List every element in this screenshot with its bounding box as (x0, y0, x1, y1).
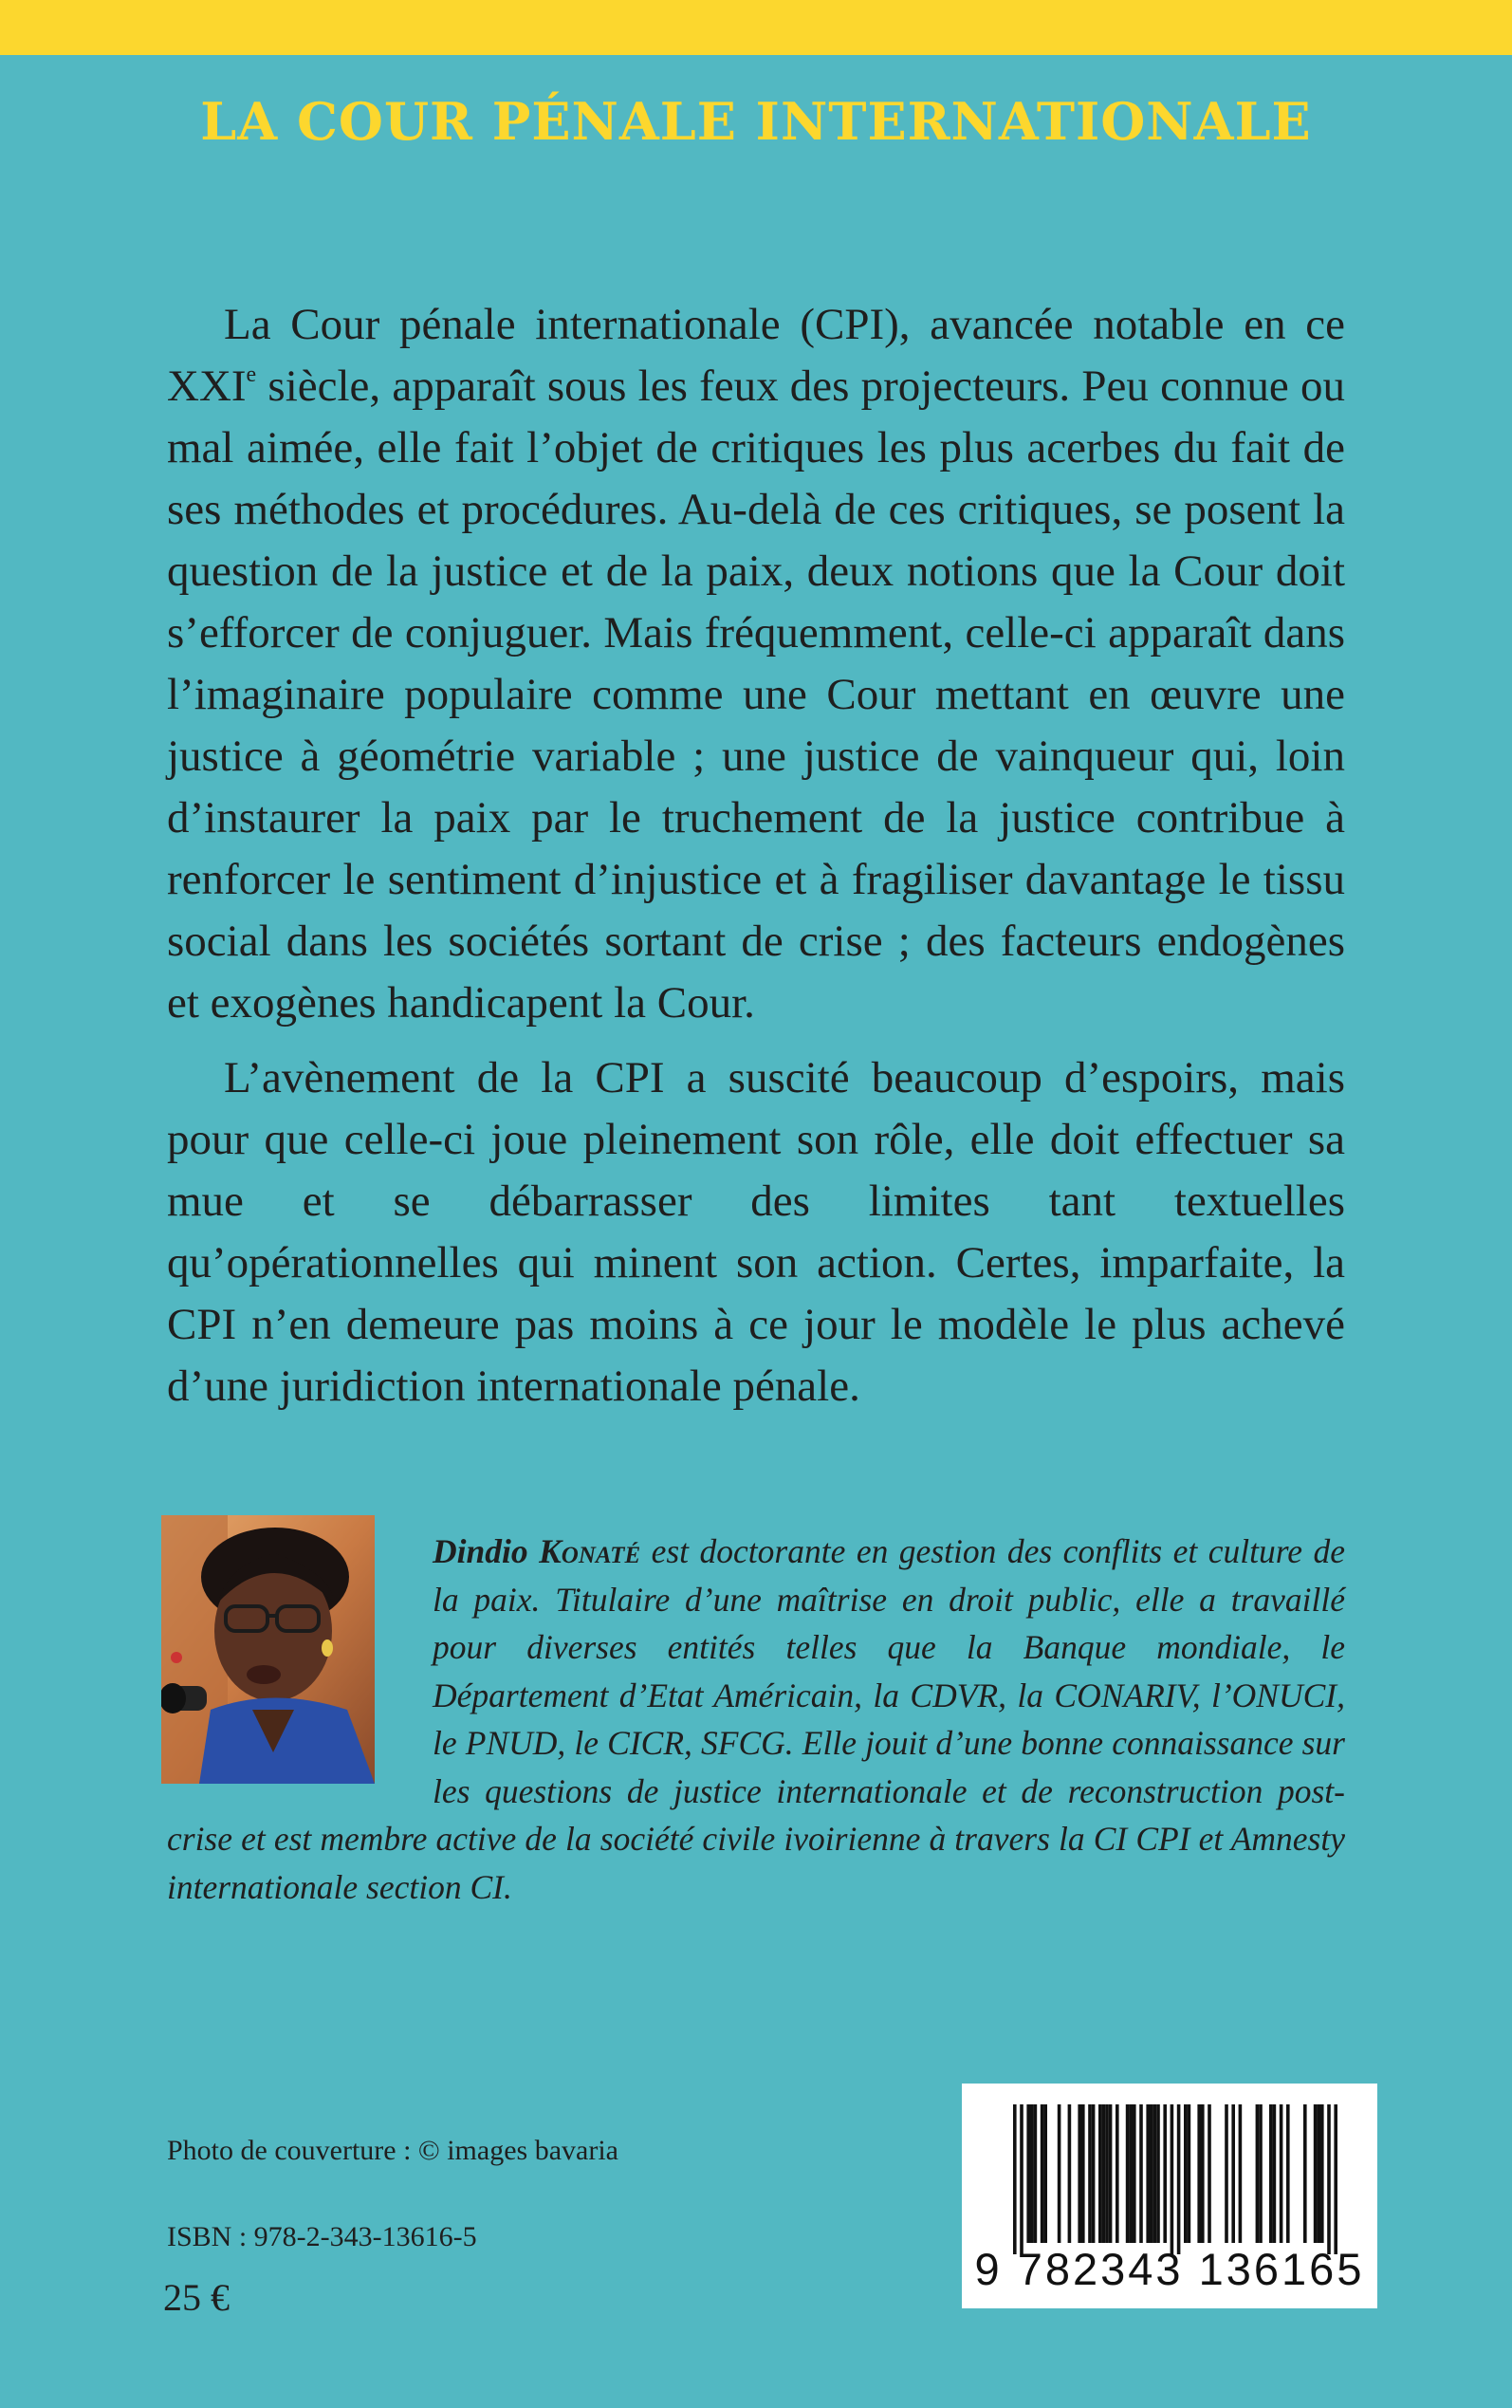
barcode-bar (1102, 2104, 1106, 2243)
barcode-bar (1088, 2104, 1092, 2243)
barcode-bar (1259, 2104, 1263, 2243)
barcode-bar (1146, 2104, 1150, 2243)
barcode-bar (1068, 2104, 1072, 2243)
barcode-digits: 9 782343 136165 (974, 2244, 1365, 2294)
barcode-bar (1184, 2104, 1188, 2243)
author-bio-text: est doctorante en gestion des conflits et culture de la paix. Titulaire d’une maîtrise en droit public, elle a travaillé pour diverses entités telles que la Banque mondiale, le Département d’Etat Américain, la CDVR, la CONARIV, l’ONUCI, le PNUD, le CICR, SFCG. Elle jouit d’une bonne connaissance sur les questions de justice internationale et de reconstruction post-crise et est membre active de la société civile ivoirienne à travers la CI CPI et Amnesty internationale section CI. (167, 1532, 1345, 1906)
barcode-bar (1139, 2104, 1143, 2243)
barcode-bar (1081, 2104, 1085, 2243)
barcode-bar (1256, 2104, 1260, 2243)
barcode-bar (1163, 2104, 1167, 2243)
barcode-bar (1041, 2104, 1044, 2243)
author-first-name: Dindio (433, 1532, 528, 1570)
author-bio (167, 1528, 1345, 1911)
barcode-bar (1078, 2104, 1081, 2243)
barcode-bar (1026, 2104, 1030, 2243)
barcode-bar (1171, 2104, 1174, 2254)
photo-spacer (167, 1528, 433, 1812)
barcode-bar (1201, 2104, 1205, 2243)
barcode-bar (1225, 2104, 1228, 2243)
barcode-bar (1133, 2104, 1136, 2243)
barcode-bar (1280, 2104, 1283, 2243)
summary-paragraph-1 (167, 294, 1345, 1034)
barcode-bar (1188, 2104, 1191, 2243)
isbn: ISBN : 978-2-343-13616-5 (167, 2221, 477, 2252)
barcode-bar (1058, 2104, 1061, 2243)
barcode-bar (1116, 2104, 1119, 2243)
barcode-bar (1153, 2104, 1157, 2243)
barcode-bar (1098, 2104, 1102, 2243)
barcode-bar (1334, 2104, 1337, 2254)
summary-paragraph-2: L’avènement de la CPI a suscité beaucoup d’espoirs, mais pour que celle-ci joue pleinement son rôle, elle doit effectuer sa mue et se débarrasser des limites tant textuelles qu’opérationnelles qui minent son action. Certes, imparfaite, la CPI n’en demeure pas moins à ce jour le modèle le plus achevé d’une juridiction internationale pénale. (167, 1053, 1345, 1411)
photo-credit: Photo de couverture : © images bavaria (167, 2135, 618, 2166)
price: 25 € (163, 2276, 230, 2319)
barcode (962, 2084, 1377, 2308)
barcode-bar (1092, 2104, 1096, 2243)
summary-paragraph-1-start: La Cour pénale internationale (CPI), avancée notable en ce XXI (167, 300, 1345, 411)
summary-paragraph-1-rest: siècle, apparaît sous les feux des projecteurs. Peu connue ou mal aimée, elle fait l’objet de critiques les plus acerbes du fait de ses méthodes et procédures. Au-delà de ces critiques, se posent la question de la justice et de la paix, deux notions que la Cour doit s’efforcer de conjuguer. Mais fréquemment, celle-ci apparaît dans l’imaginaire populaire comme une Cour mettant en œuvre une justice à géométrie variable ; une justice de vainqueur qui, loin d’instaurer la paix par le truchement de la justice contribue à renforcer le sentiment d’injustice et à fragiliser davantage le tissu social dans les sociétés sortant de crise ; des facteurs endogènes et exogènes handicapent la Cour. (167, 361, 1345, 1028)
barcode-bar (1105, 2104, 1109, 2243)
barcode-bar (1177, 2104, 1181, 2254)
barcode-bar (1208, 2104, 1211, 2243)
book-title: LA COUR PÉNALE INTERNATIONALE (200, 91, 1312, 152)
barcode-bar (1317, 2104, 1320, 2243)
barcode-bar (1034, 2104, 1038, 2243)
barcode-bar (1126, 2104, 1130, 2243)
century-superscript: e (246, 362, 257, 387)
barcode-bar (1303, 2104, 1307, 2243)
barcode-bar (1286, 2104, 1290, 2243)
barcode-bar (1314, 2104, 1318, 2243)
barcode-bar (1109, 2104, 1113, 2243)
barcode-bar (1156, 2104, 1160, 2243)
barcode-bar (1150, 2104, 1153, 2243)
top-color-band (0, 0, 1512, 55)
barcode-bar (1197, 2104, 1201, 2243)
barcode-bar (1269, 2104, 1273, 2243)
barcode-bar (1327, 2104, 1331, 2254)
barcode-bar (1013, 2104, 1017, 2254)
barcode-bar (1320, 2104, 1324, 2243)
barcode-bar (1020, 2104, 1023, 2254)
barcode-bar (1030, 2104, 1034, 2243)
barcode-bar (1239, 2104, 1243, 2243)
barcode-bar (1231, 2104, 1235, 2243)
author-last-name: Konaté (539, 1532, 641, 1570)
barcode-bar (1273, 2104, 1277, 2243)
barcode-bar (1043, 2104, 1047, 2243)
barcode-bar (1129, 2104, 1133, 2243)
book-summary (167, 294, 1345, 1431)
